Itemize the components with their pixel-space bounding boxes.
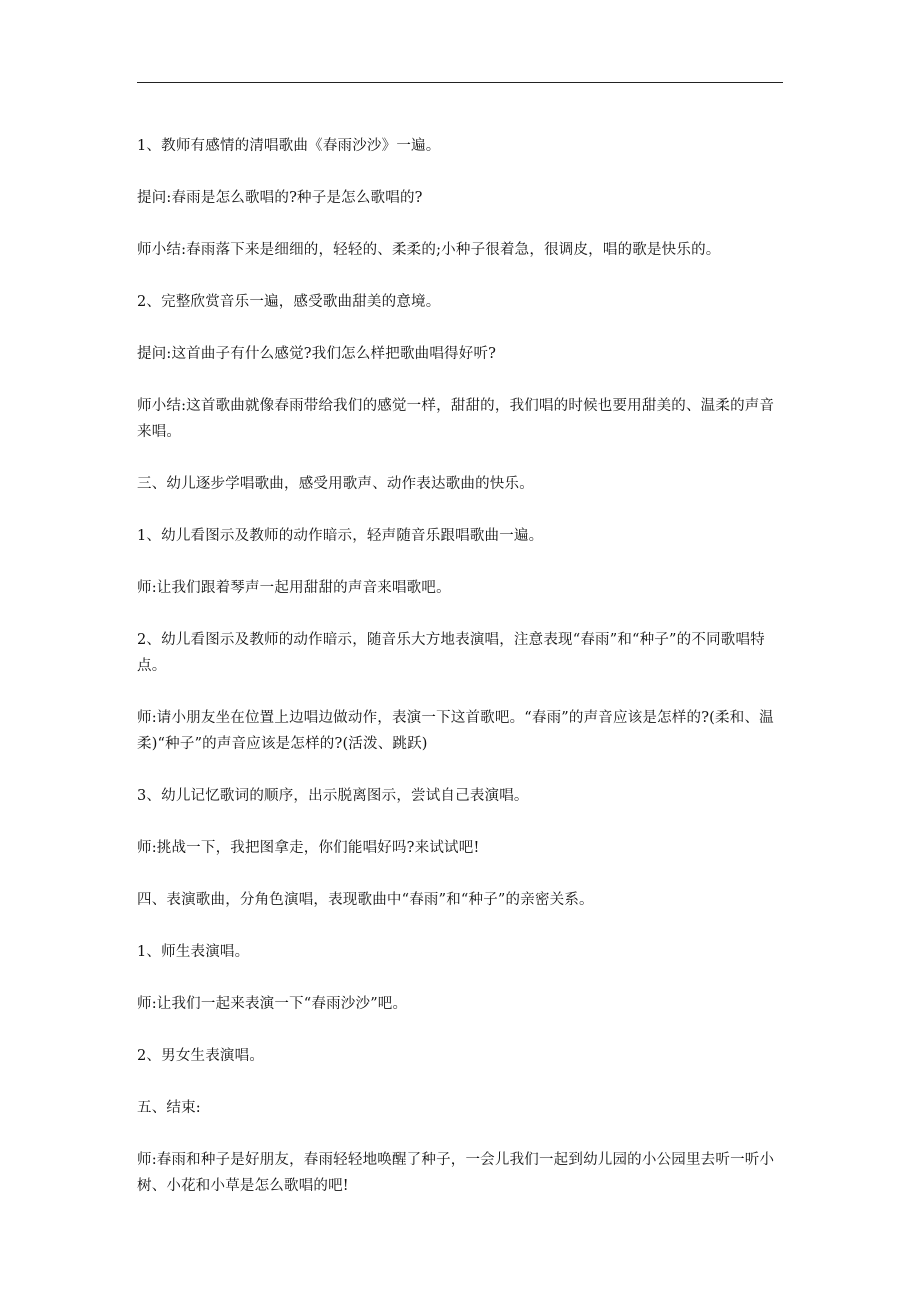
section-heading: 四、表演歌曲，分角色演唱，表现歌曲中“春雨”和“种子”的亲密关系。	[137, 892, 594, 908]
paragraph: 师:春雨和种子是好朋友，春雨轻轻地唤醒了种子，一会儿我们一起到幼儿园的小公园里去听一听小树、小花和小草是怎么歌唱的吧!	[137, 1152, 775, 1194]
header-rule	[137, 82, 783, 83]
paragraph: 2、完整欣赏音乐一遍，感受歌曲甜美的意境。	[137, 294, 441, 310]
section-heading: 五、结束:	[137, 1100, 201, 1116]
paragraph: 3、幼儿记忆歌词的顺序，出示脱离图示，尝试自己表演唱。	[137, 788, 529, 804]
paragraph: 师小结:春雨落下来是细细的，轻轻的、柔柔的;小种子很着急，很调皮，唱的歌是快乐的。	[137, 242, 721, 258]
paragraph: 1、教师有感情的清唱歌曲《春雨沙沙》一遍。	[137, 138, 441, 154]
paragraph: 提问:这首曲子有什么感觉?我们怎么样把歌曲唱得好听?	[137, 346, 497, 362]
paragraph: 1、师生表演唱。	[137, 944, 250, 960]
paragraph: 2、幼儿看图示及教师的动作暗示，随音乐大方地表演唱，注意表现“春雨”和“种子”的不同歌唱特点。	[137, 632, 765, 674]
paragraph: 1、幼儿看图示及教师的动作暗示，轻声随音乐跟唱歌曲一遍。	[137, 528, 544, 544]
paragraph: 师:让我们一起来表演一下“春雨沙沙”吧。	[137, 996, 408, 1012]
document-body	[137, 133, 787, 1225]
section-heading: 三、幼儿逐步学唱歌曲，感受用歌声、动作表达歌曲的快乐。	[137, 476, 534, 492]
paragraph: 提问:春雨是怎么歌唱的?种子是怎么歌唱的?	[137, 190, 423, 206]
paragraph: 师:挑战一下，我把图拿走，你们能唱好吗?来试试吧!	[137, 840, 480, 856]
paragraph: 师:请小朋友坐在位置上边唱边做动作，表演一下这首歌吧。“春雨”的声音应该是怎样的?(柔和、温柔)“种子”的声音应该是怎样的?(活泼、跳跃)	[137, 710, 774, 752]
paragraph: 师小结:这首歌曲就像春雨带给我们的感觉一样，甜甜的，我们唱的时候也要用甜美的、温柔的声音来唱。	[137, 398, 775, 440]
paragraph: 2、男女生表演唱。	[137, 1048, 265, 1064]
paragraph: 师:让我们跟着琴声一起用甜甜的声音来唱歌吧。	[137, 580, 451, 596]
